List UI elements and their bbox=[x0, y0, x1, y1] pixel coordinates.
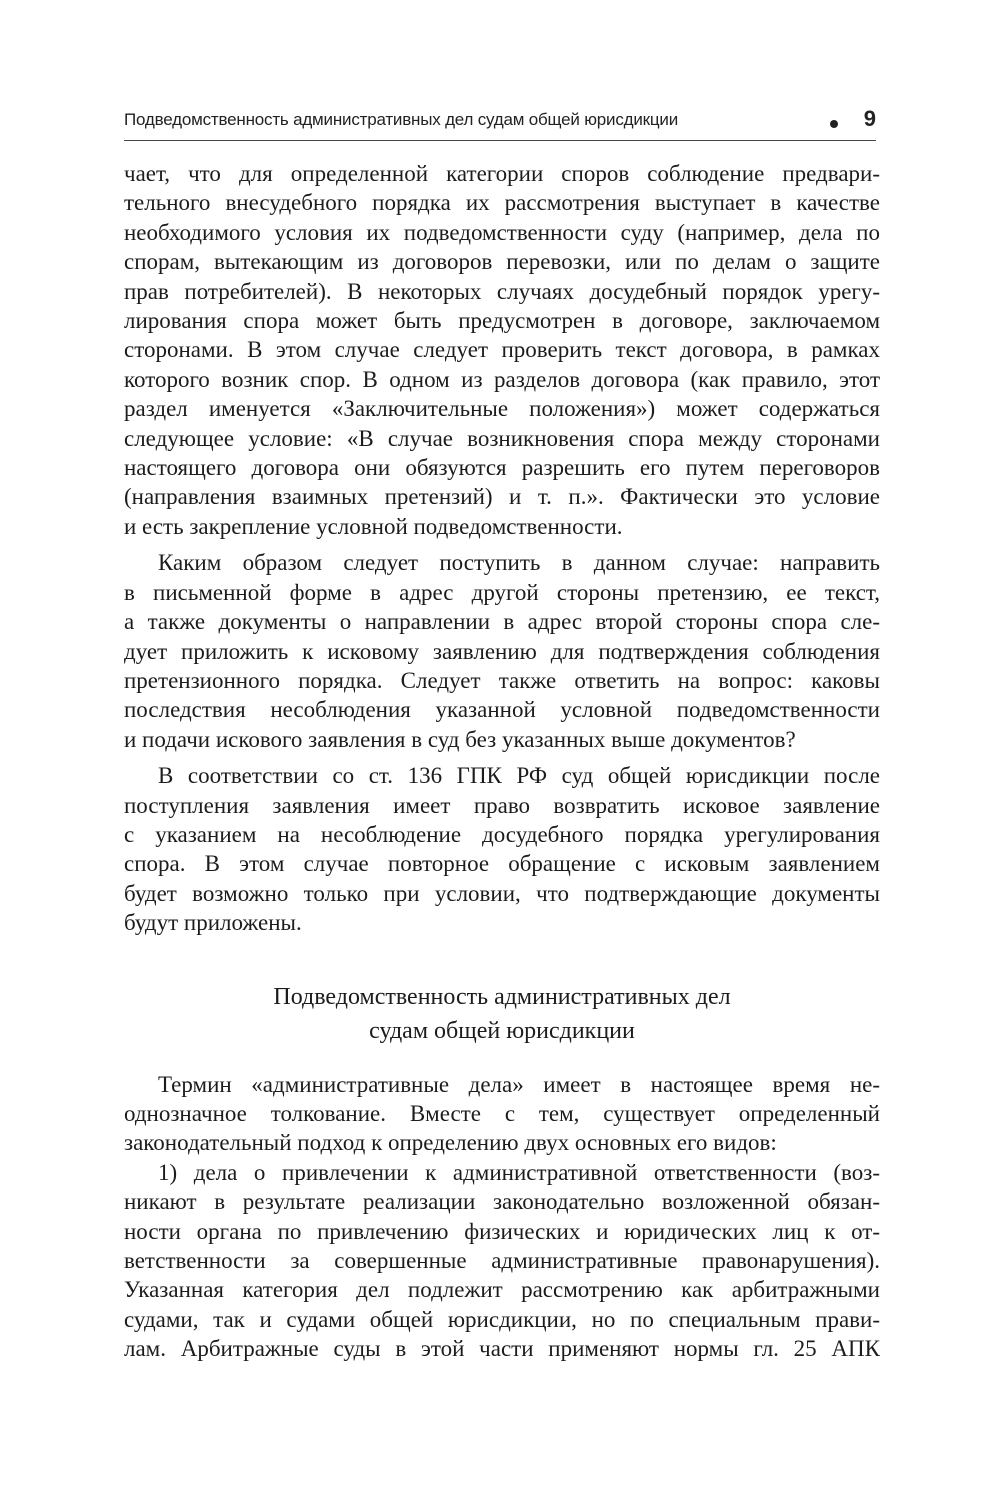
text-line: а также документы о направлении в адрес второй стороны спора сле- bbox=[124, 609, 880, 635]
text-line: чает, что для определенной категории споров соблюдение предвари- bbox=[124, 161, 880, 186]
running-header bbox=[124, 106, 876, 141]
section-title-line: Подведомственность административных дел bbox=[273, 983, 731, 1010]
bullet-icon bbox=[830, 120, 838, 128]
paragraph bbox=[124, 159, 880, 541]
text-line: законодательный подход к определению двух основных его видов: bbox=[124, 1130, 777, 1156]
text-line: и есть закрепление условной подведомственности. bbox=[124, 513, 623, 539]
text-line: судами, так и судами общей юрисдикции, но по специальным прави- bbox=[124, 1306, 880, 1332]
paragraph bbox=[124, 1070, 880, 1158]
paragraph bbox=[124, 548, 880, 754]
text-line: будет возможно только при условии, что подтверждающие документы bbox=[124, 880, 880, 906]
text-line: дует приложить к исковому заявлению для подтверждения соблюдения bbox=[124, 638, 880, 664]
text-line: ветственности за совершенные административные правонарушения). bbox=[124, 1248, 880, 1273]
text-line: тельного внесудебного порядка их рассмотрения выступает в качестве bbox=[124, 190, 880, 216]
text-line: спора. В этом случае повторное обращение с исковым заявлением bbox=[124, 851, 880, 877]
text-line: лам. Арбитражные суды в этой части применяют нормы гл. 25 АПК bbox=[124, 1336, 880, 1362]
paragraph bbox=[124, 1158, 880, 1364]
text-line: раздел именуется «Заключительные положения») может содержаться bbox=[124, 396, 880, 422]
paragraph bbox=[124, 761, 880, 937]
page-body bbox=[124, 159, 880, 1364]
section-title bbox=[124, 980, 880, 1048]
text-line: в письменной форме в адрес другой стороны претензию, ее текст, bbox=[124, 579, 880, 605]
text-line: Термин «административные дела» имеет в настоящее время не- bbox=[158, 1071, 880, 1097]
text-line: 1) дела о привлечении к административной ответственности (воз- bbox=[158, 1159, 880, 1185]
text-line: последствия несоблюдения указанной условной подведомственности bbox=[124, 697, 880, 723]
section-title-line: судам общей юрисдикции bbox=[369, 1017, 635, 1044]
text-line: Каким образом следует поступить в данном случае: направить bbox=[158, 550, 880, 576]
text-line: которого возник спор. В одном из разделов договора (как правило, этот bbox=[124, 366, 880, 392]
text-line: лирования спора может быть предусмотрен в договоре, заключаемом bbox=[124, 308, 880, 334]
text-line: претензионного порядка. Следует также ответить на вопрос: каковы bbox=[124, 667, 880, 693]
text-line: поступления заявления имеет право возвратить исковое заявление bbox=[124, 792, 880, 818]
text-line: будут приложены. bbox=[124, 910, 302, 936]
text-line: ности органа по привлечению физических и юридических лиц к от- bbox=[124, 1218, 880, 1244]
text-line: следующее условие: «В случае возникновения спора между сторонами bbox=[124, 425, 880, 451]
text-line: и подачи искового заявления в суд без указанных выше документов? bbox=[124, 726, 796, 752]
text-line: однозначное толкование. Вместе с тем, существует определенный bbox=[124, 1100, 880, 1126]
text-line: Указанная категория дел подлежит рассмотрению как арбитражными bbox=[124, 1277, 880, 1303]
text-line: спорам, вытекающим из договоров перевозки, или по делам о защите bbox=[124, 249, 880, 275]
text-line: В соответствии со ст. 136 ГПК РФ суд общей юрисдикции после bbox=[158, 763, 880, 789]
text-line: (направления взаимных претензий) и т. п.». Фактически это условие bbox=[124, 484, 880, 510]
text-line: настоящего договора они обязуются разрешить его путем переговоров bbox=[124, 455, 880, 481]
text-line: никают в результате реализации законодательно возложенной обязан- bbox=[124, 1189, 880, 1215]
running-title: Подведомственность административных дел судам общей юрисдикции bbox=[124, 110, 679, 129]
text-line: необходимого условия их подведомственности суду (например, дела по bbox=[124, 219, 880, 245]
text-line: с указанием на несоблюдение досудебного порядка урегулирования bbox=[124, 821, 880, 847]
text-line: прав потребителей). В некоторых случаях досудебный порядок урегу- bbox=[124, 278, 880, 304]
text-line: сторонами. В этом случае следует проверить текст договора, в рамках bbox=[124, 337, 880, 363]
page-number: 9 bbox=[863, 106, 876, 131]
